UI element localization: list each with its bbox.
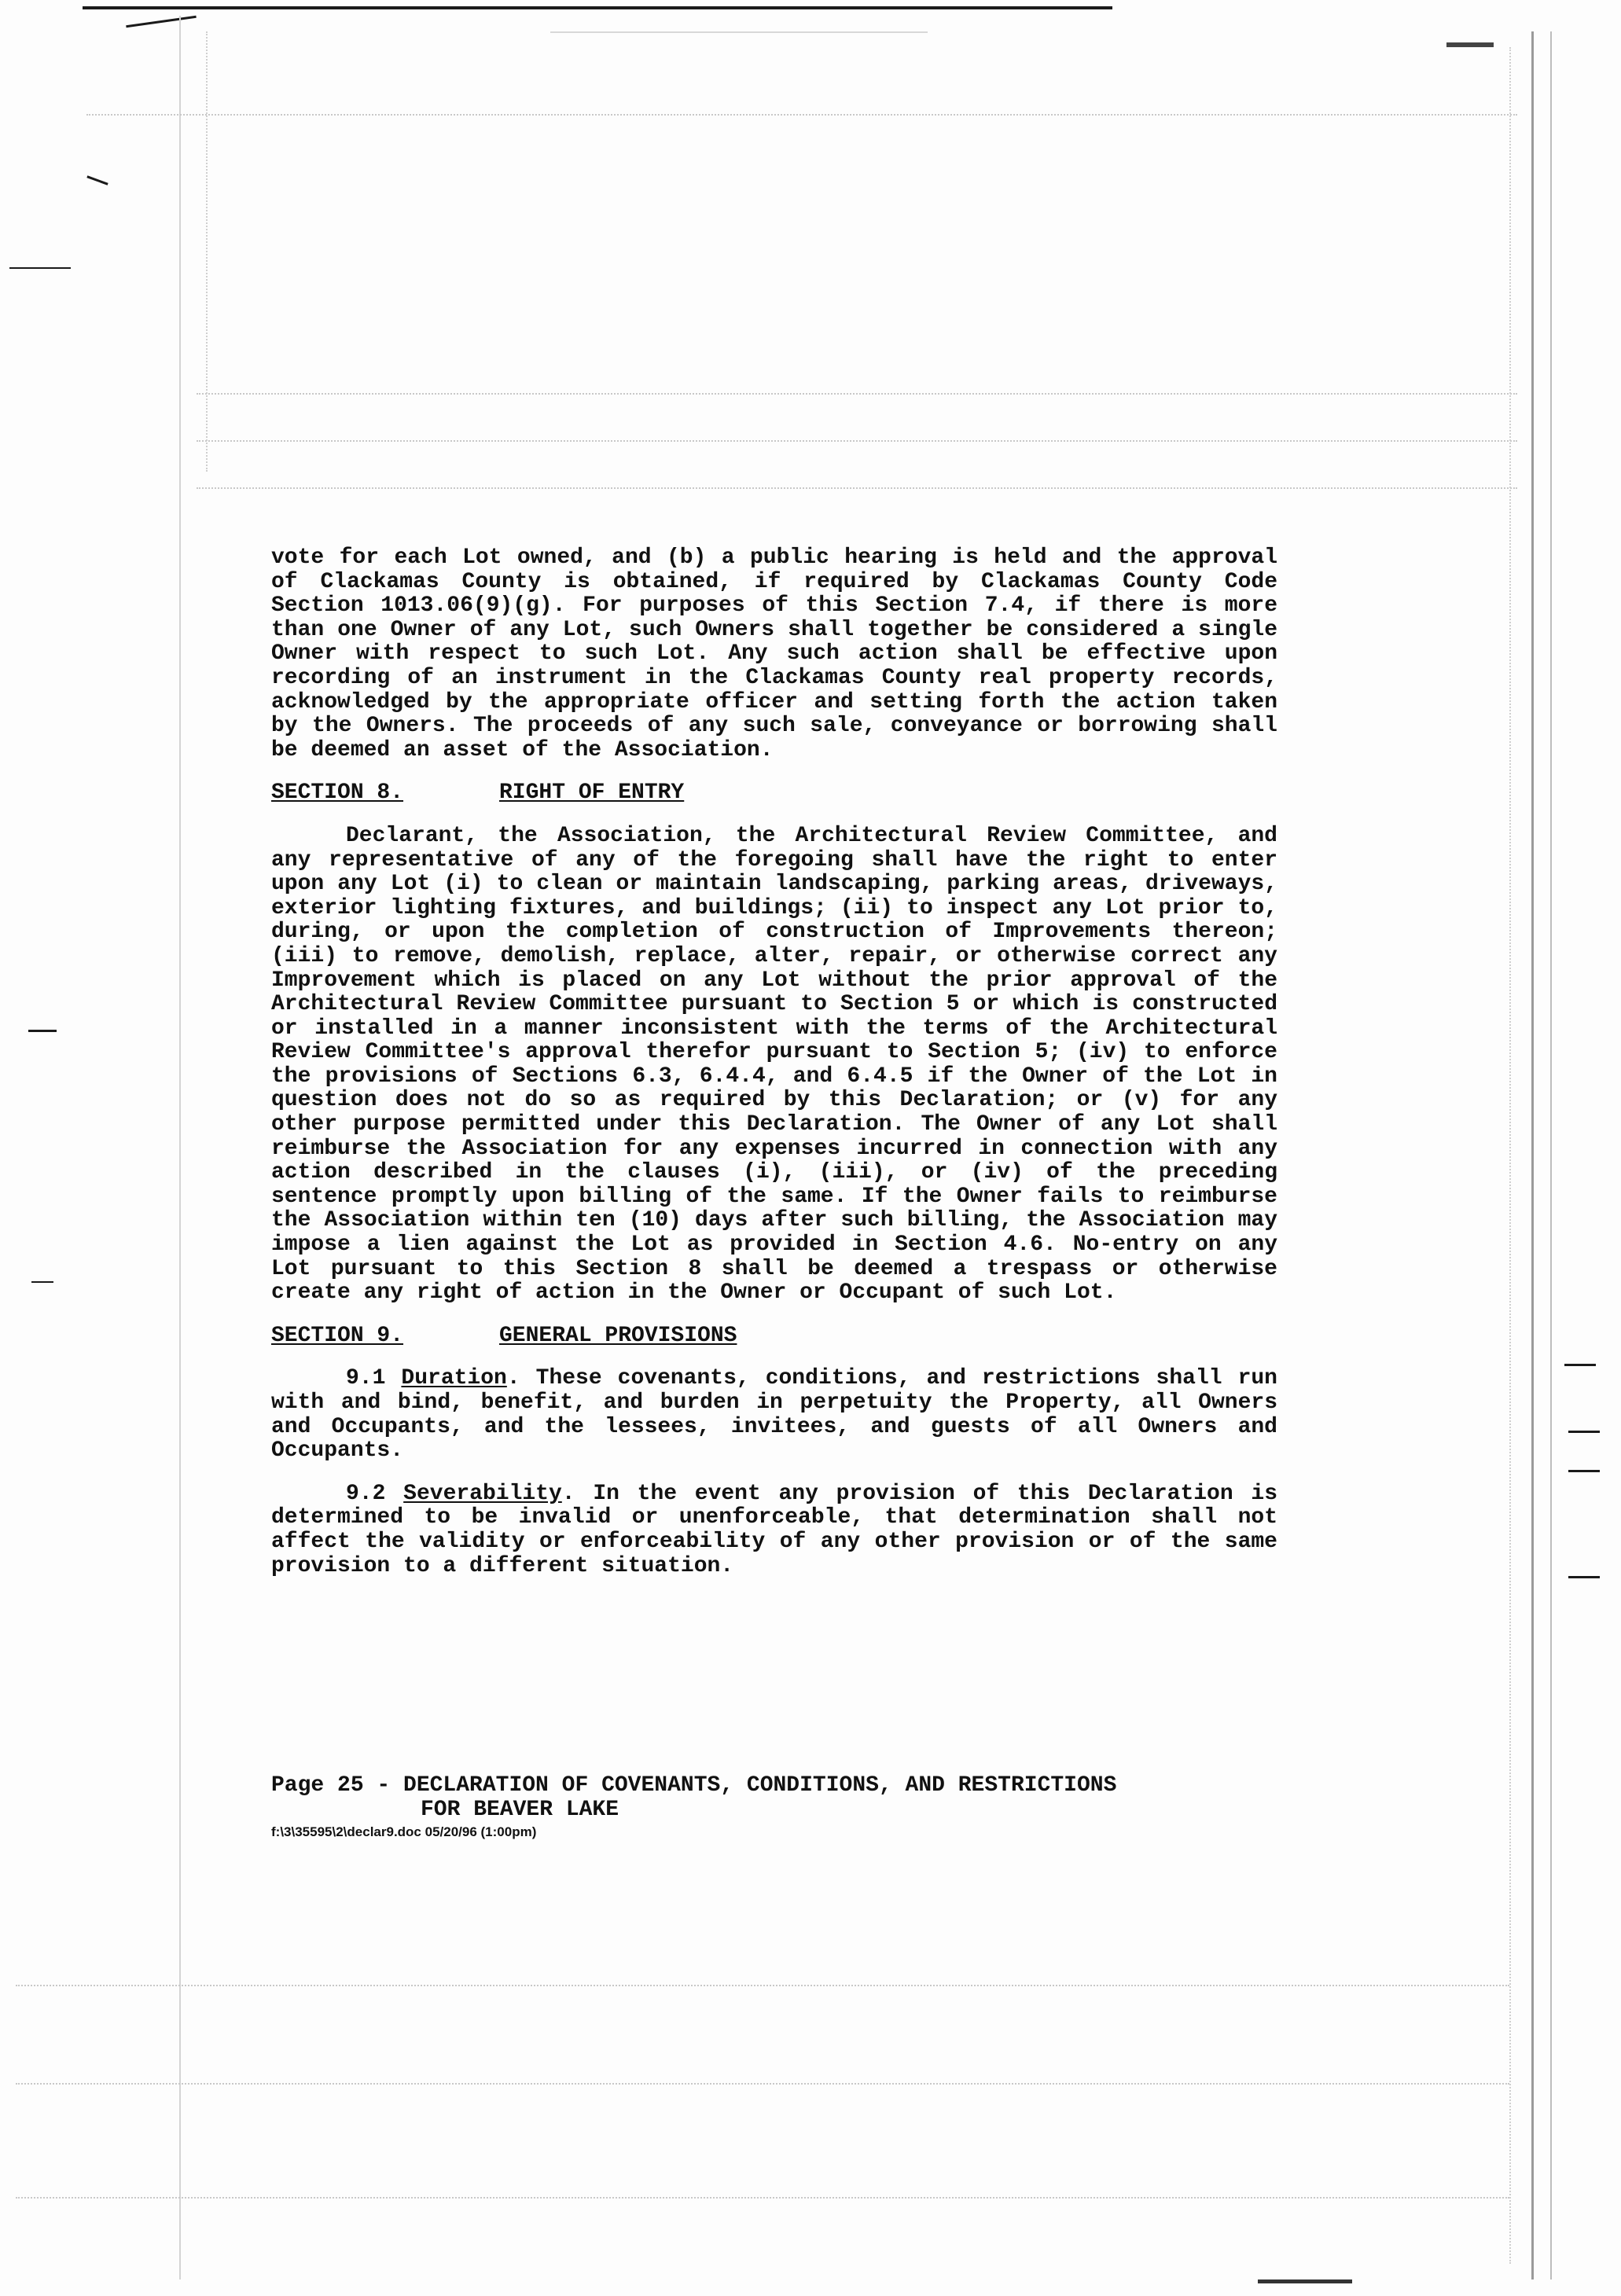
paragraph-9-2-severability bbox=[271, 1482, 1277, 1578]
scan-dots-1 bbox=[86, 114, 1517, 116]
scan-dots-4 bbox=[197, 487, 1517, 489]
document-body bbox=[271, 546, 1277, 1578]
paragraph-9-1-number: 9.1 bbox=[346, 1366, 386, 1391]
scan-dots-7 bbox=[16, 2197, 1509, 2199]
scan-dots-v2 bbox=[1509, 47, 1511, 2264]
section-8-title: RIGHT OF ENTRY bbox=[499, 781, 685, 806]
scan-bottom-mark bbox=[1258, 2279, 1352, 2283]
scan-dots-6 bbox=[16, 2083, 1509, 2085]
scan-right-mark-2 bbox=[1568, 1431, 1600, 1433]
paragraph-9-2-text: . In the event any provision of this Declaration is determined to be invalid or unenforceable, that determination shall not affect the validity or enforceability of any other provision or of the same provision to a different situation. bbox=[271, 1481, 1277, 1578]
footer-title-line-1: Page 25 - DECLARATION OF COVENANTS, CONDITIONS, AND RESTRICTIONS bbox=[271, 1773, 1117, 1798]
scan-dots-v1 bbox=[206, 31, 208, 472]
footer-file-path: f:\3\35595\2\declar9.doc 05/20/96 (1:00pm) bbox=[271, 1824, 537, 1839]
section-9-heading bbox=[271, 1324, 1277, 1349]
section-8-number: SECTION 8. bbox=[271, 781, 404, 806]
scan-dots-2 bbox=[197, 393, 1517, 395]
scan-right-edge-2 bbox=[1550, 31, 1552, 2279]
scan-top-mark-right bbox=[1446, 42, 1494, 47]
paragraph-9-2-number: 9.2 bbox=[346, 1481, 386, 1506]
scan-right-edge bbox=[1531, 31, 1534, 2279]
scan-left-mark-2 bbox=[9, 267, 71, 269]
scan-right-mark-1 bbox=[1564, 1364, 1596, 1366]
scan-faint-1 bbox=[550, 31, 928, 33]
scan-left-vertical bbox=[179, 16, 181, 2279]
page-footer bbox=[271, 1773, 1293, 1841]
section-8-heading bbox=[271, 781, 1277, 806]
paragraph-7-4-continued: vote for each Lot owned, and (b) a public hearing is held and the approval of Clackamas County is obtained, if required by Clackamas County Code Section 1013.06(9)(g). For purposes of this Section 7.4, if there is more than one Owner of any Lot, such Owners shall together be considered a single Owner with respect to such Lot. Any such action shall be effective upon recording of an instrument in the Clackamas County real property records, acknowledged by the appropriate officer and setting forth the action taken by the Owners. The proceeds of any such sale, conveyance or borrowing shall be deemed an asset of the Association. bbox=[271, 546, 1277, 762]
scan-top-mark-left bbox=[126, 16, 197, 28]
scan-left-mark-3 bbox=[28, 1030, 57, 1032]
section-9-title: GENERAL PROVISIONS bbox=[499, 1323, 737, 1348]
scan-right-mark-3 bbox=[1568, 1470, 1600, 1472]
footer-title-line-2: FOR BEAVER LAKE bbox=[421, 1798, 619, 1822]
paragraph-right-of-entry: Declarant, the Association, the Architectural Review Committee, and any representative of any of the foregoing shall have the right to enter upon any Lot (i) to clean or maintain landscaping, parking areas, driveways, exterior lighting fixtures, and buildings; (ii) to inspect any Lot prior to, during, or upon the completion of construction of Improvements thereon; (iii) to remove, demolish, replace, alter, repair, or otherwise correct any Improvement which is placed on any Lot without the prior approval of the Architectural Review Committee pursuant to Section 5 or which is constructed or installed in a manner inconsistent with the terms of the Architectural Review Committee's approval therefor pursuant to Section 5; (iv) to enforce the provisions of Sections 6.3, 6.4.4, and 6.4.5 if the Owner of the Lot in question does not do so as required by this Declaration; or (v) for any other purpose permitted under this Declaration. The Owner of any Lot shall reimburse the Association for any expenses incurred in connection with any action described in the clauses (i), (iii), or (iv) of the preceding sentence promptly upon billing of the same. If the Owner fails to reimburse the Association within ten (10) days after such billing, the Association may impose a lien against the Lot as provided in Section 4.6. No-entry on any Lot pursuant to this Section 8 shall be deemed a trespass or otherwise create any right of action in the Owner or Occupant of such Lot. bbox=[271, 823, 1277, 1306]
scan-right-mark-4 bbox=[1568, 1576, 1600, 1578]
paragraph-9-2-term: Severability bbox=[403, 1481, 562, 1506]
section-9-number: SECTION 9. bbox=[271, 1323, 404, 1348]
scan-dots-3 bbox=[197, 440, 1517, 442]
paragraph-9-1-text: . These covenants, conditions, and restrictions shall run with and bind, benefit, and burden in perpetuity the Property, all Owners and Occupants, and the lessees, invitees, and guests of all Owners and Occupants. bbox=[271, 1366, 1277, 1464]
scan-left-mark-4 bbox=[31, 1281, 53, 1283]
scan-dots-5 bbox=[16, 1985, 1509, 1986]
scan-left-mark-1 bbox=[86, 175, 108, 185]
paragraph-9-1-duration bbox=[271, 1367, 1277, 1463]
paragraph-9-1-term: Duration bbox=[401, 1366, 507, 1391]
scan-top-border bbox=[83, 6, 1112, 9]
